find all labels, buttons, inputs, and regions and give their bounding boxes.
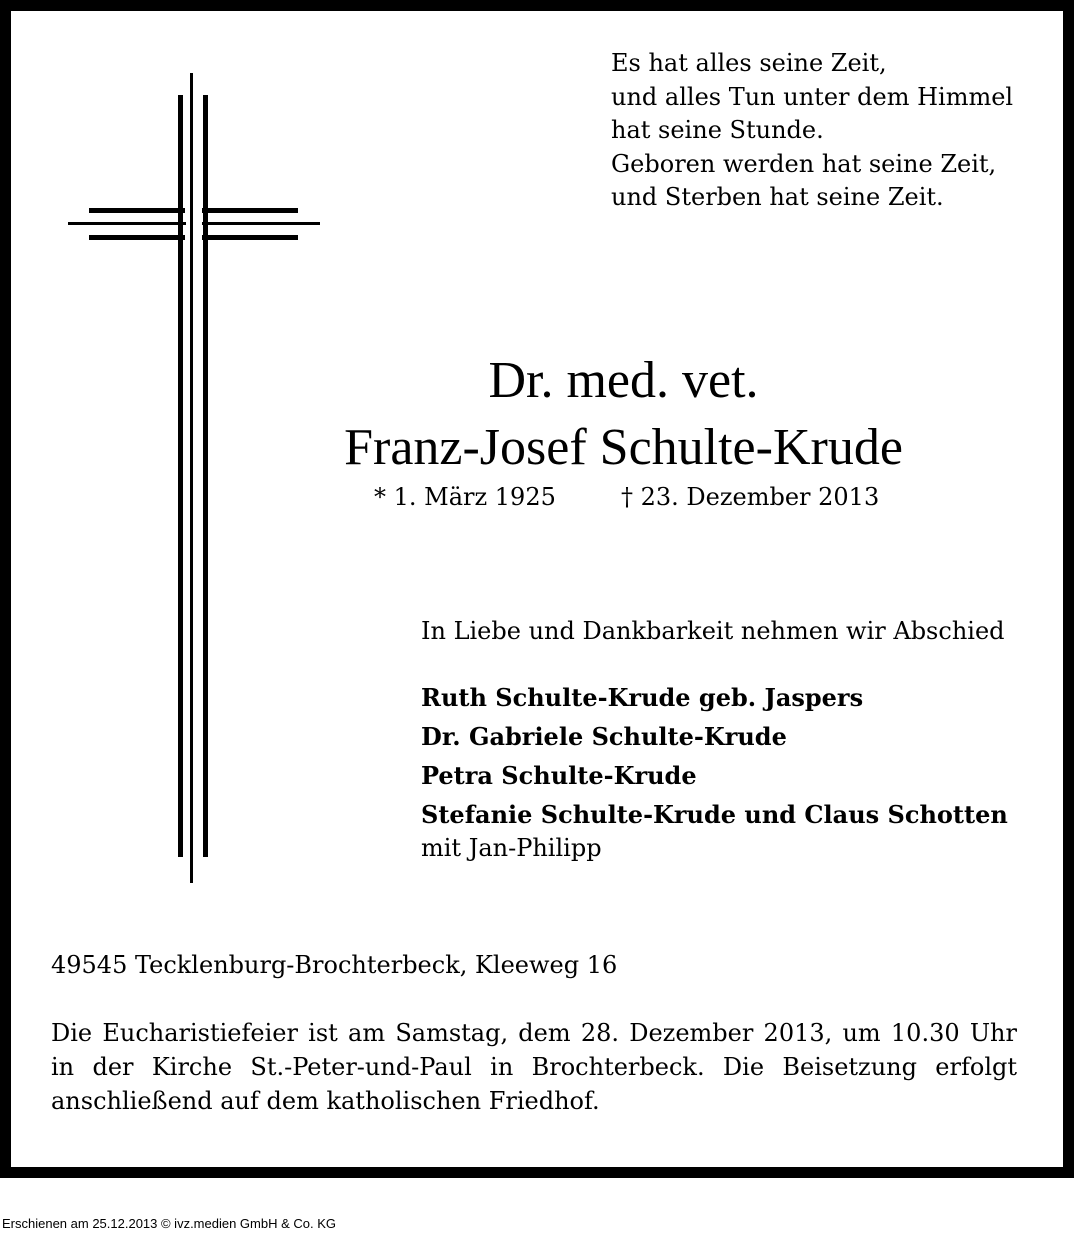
deceased-name: Franz-Josef Schulte-Krude	[344, 419, 903, 476]
mourner-extra: mit Jan-Philipp	[421, 834, 602, 862]
verse-quote	[611, 47, 1013, 215]
mourner-name: Stefanie Schulte-Krude und Claus Schotten	[421, 800, 1008, 829]
farewell-text: In Liebe und Dankbarkeit nehmen wir Abschied	[421, 617, 1005, 645]
death-date: † 23. Dezember 2013	[621, 483, 880, 511]
mourner-name: Dr. Gabriele Schulte-Krude	[421, 722, 787, 751]
mourner-name: Ruth Schulte-Krude geb. Jaspers	[421, 683, 864, 712]
academic-title: Dr. med. vet.	[488, 352, 759, 409]
publication-footer: Erschienen am 25.12.2013 © ivz.medien GmbH & Co. KG	[2, 1216, 337, 1231]
cross-icon	[56, 61, 326, 896]
verse-line: und Sterben hat seine Zeit.	[611, 183, 944, 211]
mourner-name: Petra Schulte-Krude	[421, 761, 697, 790]
verse-line: Geboren werden hat seine Zeit,	[611, 149, 997, 178]
verse-line: hat seine Stunde.	[611, 116, 824, 144]
verse-line: Es hat alles seine Zeit,	[611, 49, 887, 77]
address: 49545 Tecklenburg-Brochterbeck, Kleeweg 16	[51, 951, 618, 979]
birth-date: * 1. März 1925	[374, 483, 556, 511]
service-notice: Die Eucharistiefeier ist am Samstag, dem 28. Dezember 2013, um 10.30 Uhr in der Kirche St.-Peter-und-Paul in Brochterbeck. Die Beisetzung erfolgt anschließend auf dem katholischen Friedhof.	[51, 1019, 1017, 1115]
verse-line: und alles Tun unter dem Himmel	[611, 82, 1014, 111]
